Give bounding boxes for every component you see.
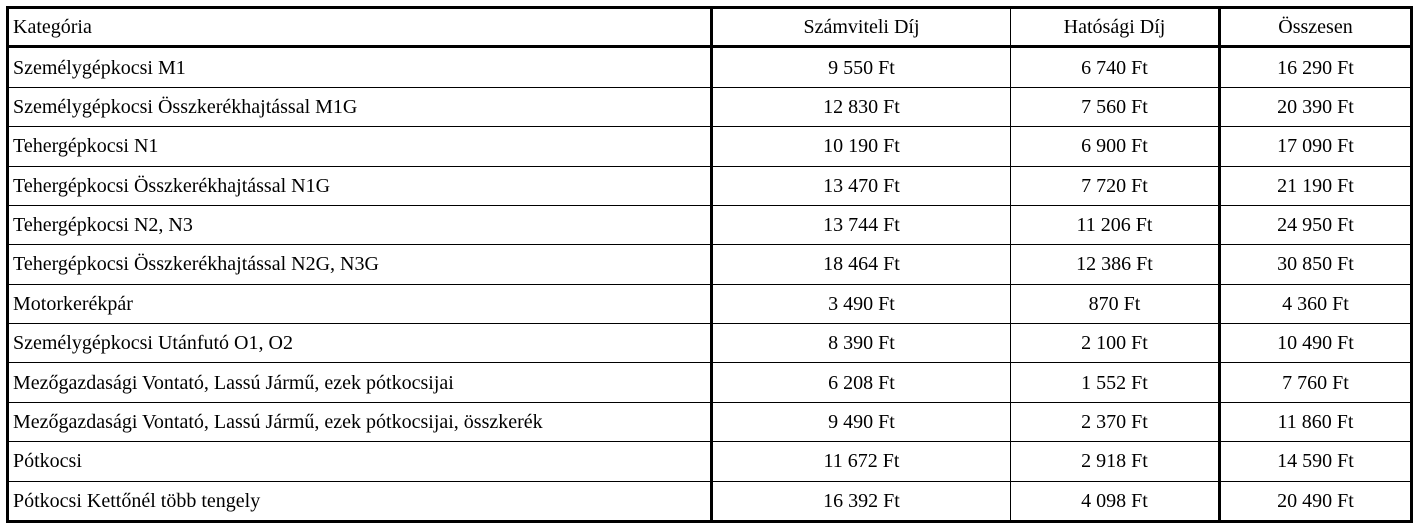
category-cell: Tehergépkocsi N2, N3 (8, 205, 712, 244)
table-row (8, 87, 1412, 126)
total-cell: 20 490 Ft (1220, 481, 1412, 521)
table-row (8, 166, 1412, 205)
category-cell: Tehergépkocsi N1 (8, 127, 712, 166)
total-cell: 21 190 Ft (1220, 166, 1412, 205)
authority-fee-cell: 4 098 Ft (1011, 481, 1220, 521)
accounting-fee-cell: 9 490 Ft (712, 402, 1011, 441)
accounting-fee-cell: 10 190 Ft (712, 127, 1011, 166)
authority-fee-cell: 12 386 Ft (1011, 245, 1220, 284)
authority-fee-cell: 2 918 Ft (1011, 442, 1220, 481)
total-cell: 20 390 Ft (1220, 87, 1412, 126)
fee-table (6, 6, 1413, 523)
category-cell: Pótkocsi (8, 442, 712, 481)
accounting-fee-cell: 8 390 Ft (712, 324, 1011, 363)
table-row (8, 245, 1412, 284)
accounting-fee-cell: 3 490 Ft (712, 284, 1011, 323)
total-cell: 11 860 Ft (1220, 402, 1412, 441)
authority-fee-cell: 11 206 Ft (1011, 205, 1220, 244)
header-authority-fee: Hatósági Díj (1011, 8, 1220, 47)
total-cell: 14 590 Ft (1220, 442, 1412, 481)
total-cell: 30 850 Ft (1220, 245, 1412, 284)
category-cell: Tehergépkocsi Összkerékhajtással N2G, N3G (8, 245, 712, 284)
authority-fee-cell: 7 720 Ft (1011, 166, 1220, 205)
total-cell: 16 290 Ft (1220, 47, 1412, 87)
authority-fee-cell: 2 100 Ft (1011, 324, 1220, 363)
table-row (8, 324, 1412, 363)
category-cell: Személygépkocsi M1 (8, 47, 712, 87)
total-cell: 17 090 Ft (1220, 127, 1412, 166)
accounting-fee-cell: 18 464 Ft (712, 245, 1011, 284)
table-row (8, 402, 1412, 441)
header-category: Kategória (8, 8, 712, 47)
table-row (8, 127, 1412, 166)
category-cell: Tehergépkocsi Összkerékhajtással N1G (8, 166, 712, 205)
authority-fee-cell: 6 900 Ft (1011, 127, 1220, 166)
category-cell: Motorkerékpár (8, 284, 712, 323)
total-cell: 4 360 Ft (1220, 284, 1412, 323)
header-accounting-fee: Számviteli Díj (712, 8, 1011, 47)
table-header-row (8, 8, 1412, 47)
table-row (8, 205, 1412, 244)
header-total: Összesen (1220, 8, 1412, 47)
table-row (8, 284, 1412, 323)
total-cell: 10 490 Ft (1220, 324, 1412, 363)
authority-fee-cell: 1 552 Ft (1011, 363, 1220, 402)
category-cell: Pótkocsi Kettőnél több tengely (8, 481, 712, 521)
table-row (8, 363, 1412, 402)
total-cell: 7 760 Ft (1220, 363, 1412, 402)
accounting-fee-cell: 9 550 Ft (712, 47, 1011, 87)
authority-fee-cell: 6 740 Ft (1011, 47, 1220, 87)
category-cell: Személygépkocsi Utánfutó O1, O2 (8, 324, 712, 363)
accounting-fee-cell: 13 470 Ft (712, 166, 1011, 205)
accounting-fee-cell: 13 744 Ft (712, 205, 1011, 244)
category-cell: Személygépkocsi Összkerékhajtással M1G (8, 87, 712, 126)
accounting-fee-cell: 6 208 Ft (712, 363, 1011, 402)
total-cell: 24 950 Ft (1220, 205, 1412, 244)
category-cell: Mezőgazdasági Vontató, Lassú Jármű, ezek pótkocsijai (8, 363, 712, 402)
accounting-fee-cell: 16 392 Ft (712, 481, 1011, 521)
authority-fee-cell: 2 370 Ft (1011, 402, 1220, 441)
table-row (8, 442, 1412, 481)
accounting-fee-cell: 11 672 Ft (712, 442, 1011, 481)
authority-fee-cell: 7 560 Ft (1011, 87, 1220, 126)
table-row (8, 481, 1412, 521)
table-row (8, 47, 1412, 87)
authority-fee-cell: 870 Ft (1011, 284, 1220, 323)
category-cell: Mezőgazdasági Vontató, Lassú Jármű, ezek pótkocsijai, összkerék (8, 402, 712, 441)
accounting-fee-cell: 12 830 Ft (712, 87, 1011, 126)
